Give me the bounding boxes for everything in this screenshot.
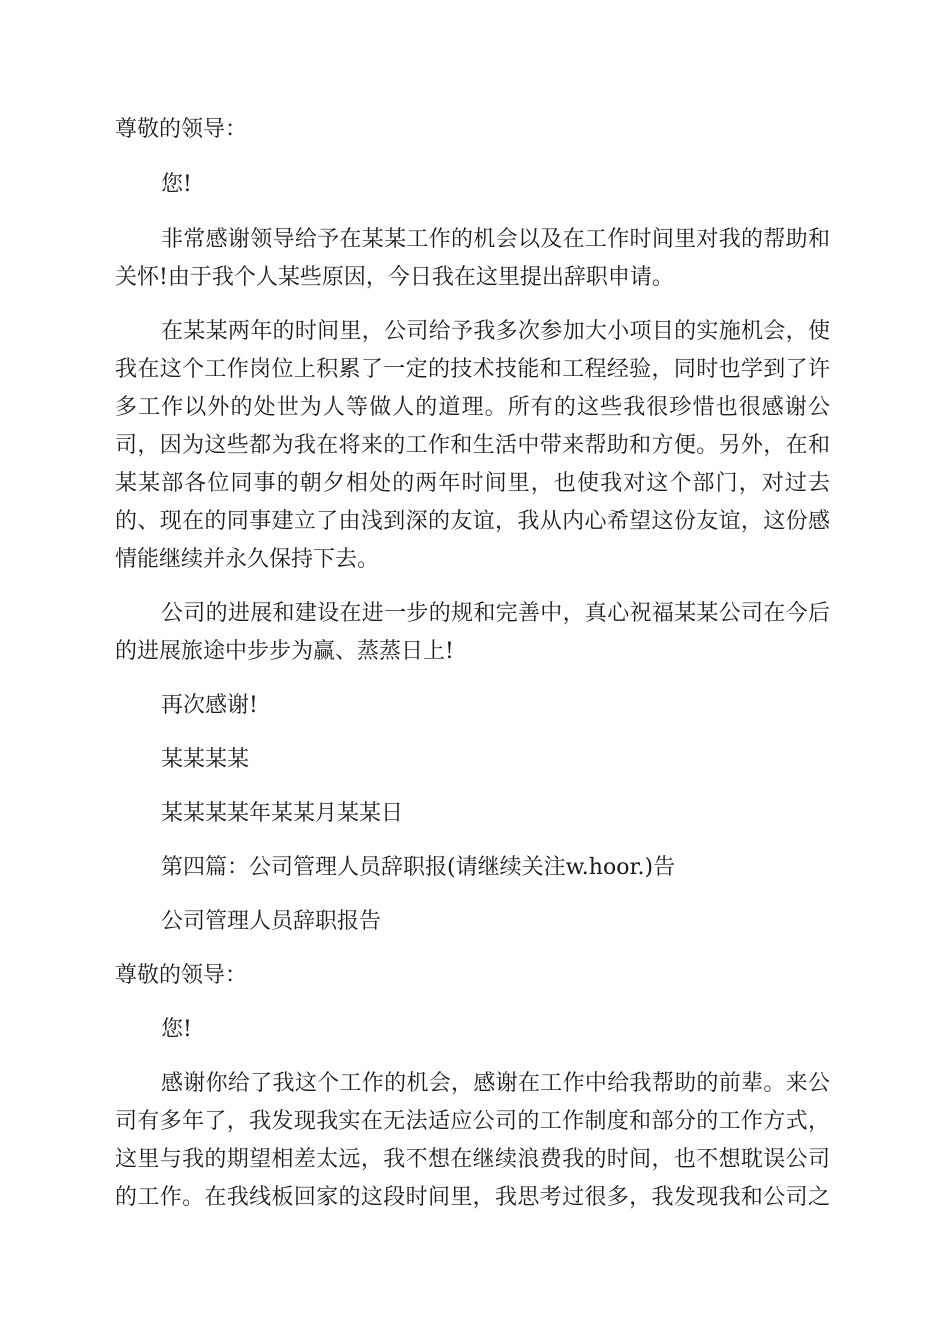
paragraph-line: 的工作。在我线板回家的这段时间里，我思考过很多，我发现我和公司之 xyxy=(115,1185,830,1210)
signature-date: 某某某某年某某月某某日 xyxy=(161,801,404,826)
paragraph-line: 司，因为这些都为我在将来的工作和生活中带来帮助和方便。另外，在和 xyxy=(115,433,830,458)
paragraph-line: 非常感谢领导给予在某某工作的机会以及在工作时间里对我的帮助和 xyxy=(161,227,830,252)
paragraph-line: 公司的进展和建设在进一步的规和完善中，真心祝福某某公司在今后 xyxy=(161,601,830,626)
paragraph-line: 关怀!由于我个人某些原因，今日我在这里提出辞职申请。 xyxy=(115,265,674,290)
salutation: 您! xyxy=(161,172,192,197)
greeting: 尊敬的领导： xyxy=(115,963,248,988)
paragraph-line: 在某某两年的时间里，公司给予我多次参加大小项目的实施机会，使 xyxy=(161,319,830,344)
paragraph-line: 情能继续并永久保持下去。 xyxy=(115,547,380,572)
paragraph-line: 的进展旅途中步步为赢、蒸蒸日上! xyxy=(115,639,454,664)
salutation: 您! xyxy=(161,1017,192,1042)
paragraph-line: 的、现在的同事建立了由浅到深的友谊，我从内心希望这份友谊，这份感 xyxy=(115,509,830,534)
paragraph-line: 司有多年了，我发现我实在无法适应公司的工作制度和部分的工作方式， xyxy=(115,1109,830,1134)
paragraph-line: 这里与我的期望相差太远，我不想在继续浪费我的时间，也不想耽误公司 xyxy=(115,1147,830,1172)
paragraph-line: 某某部各位同事的朝夕相处的两年时间里，也使我对这个部门，对过去 xyxy=(115,471,830,496)
section-title: 公司管理人员辞职报告 xyxy=(161,909,382,934)
closing-thanks: 再次感谢! xyxy=(161,693,258,718)
greeting: 尊敬的领导： xyxy=(115,117,248,142)
section-heading: 第四篇：公司管理人员辞职报(请继续关注w.hoor.)告 xyxy=(161,855,676,880)
paragraph-line: 感谢你给了我这个工作的机会，感谢在工作中给我帮助的前辈。来公 xyxy=(161,1071,830,1096)
paragraph-line: 多工作以外的处世为人等做人的道理。所有的这些我很珍惜也很感谢公 xyxy=(115,395,830,420)
paragraph-line: 我在这个工作岗位上积累了一定的技术技能和工程经验，同时也学到了许 xyxy=(115,357,830,382)
signature-name: 某某某某 xyxy=(161,747,250,772)
